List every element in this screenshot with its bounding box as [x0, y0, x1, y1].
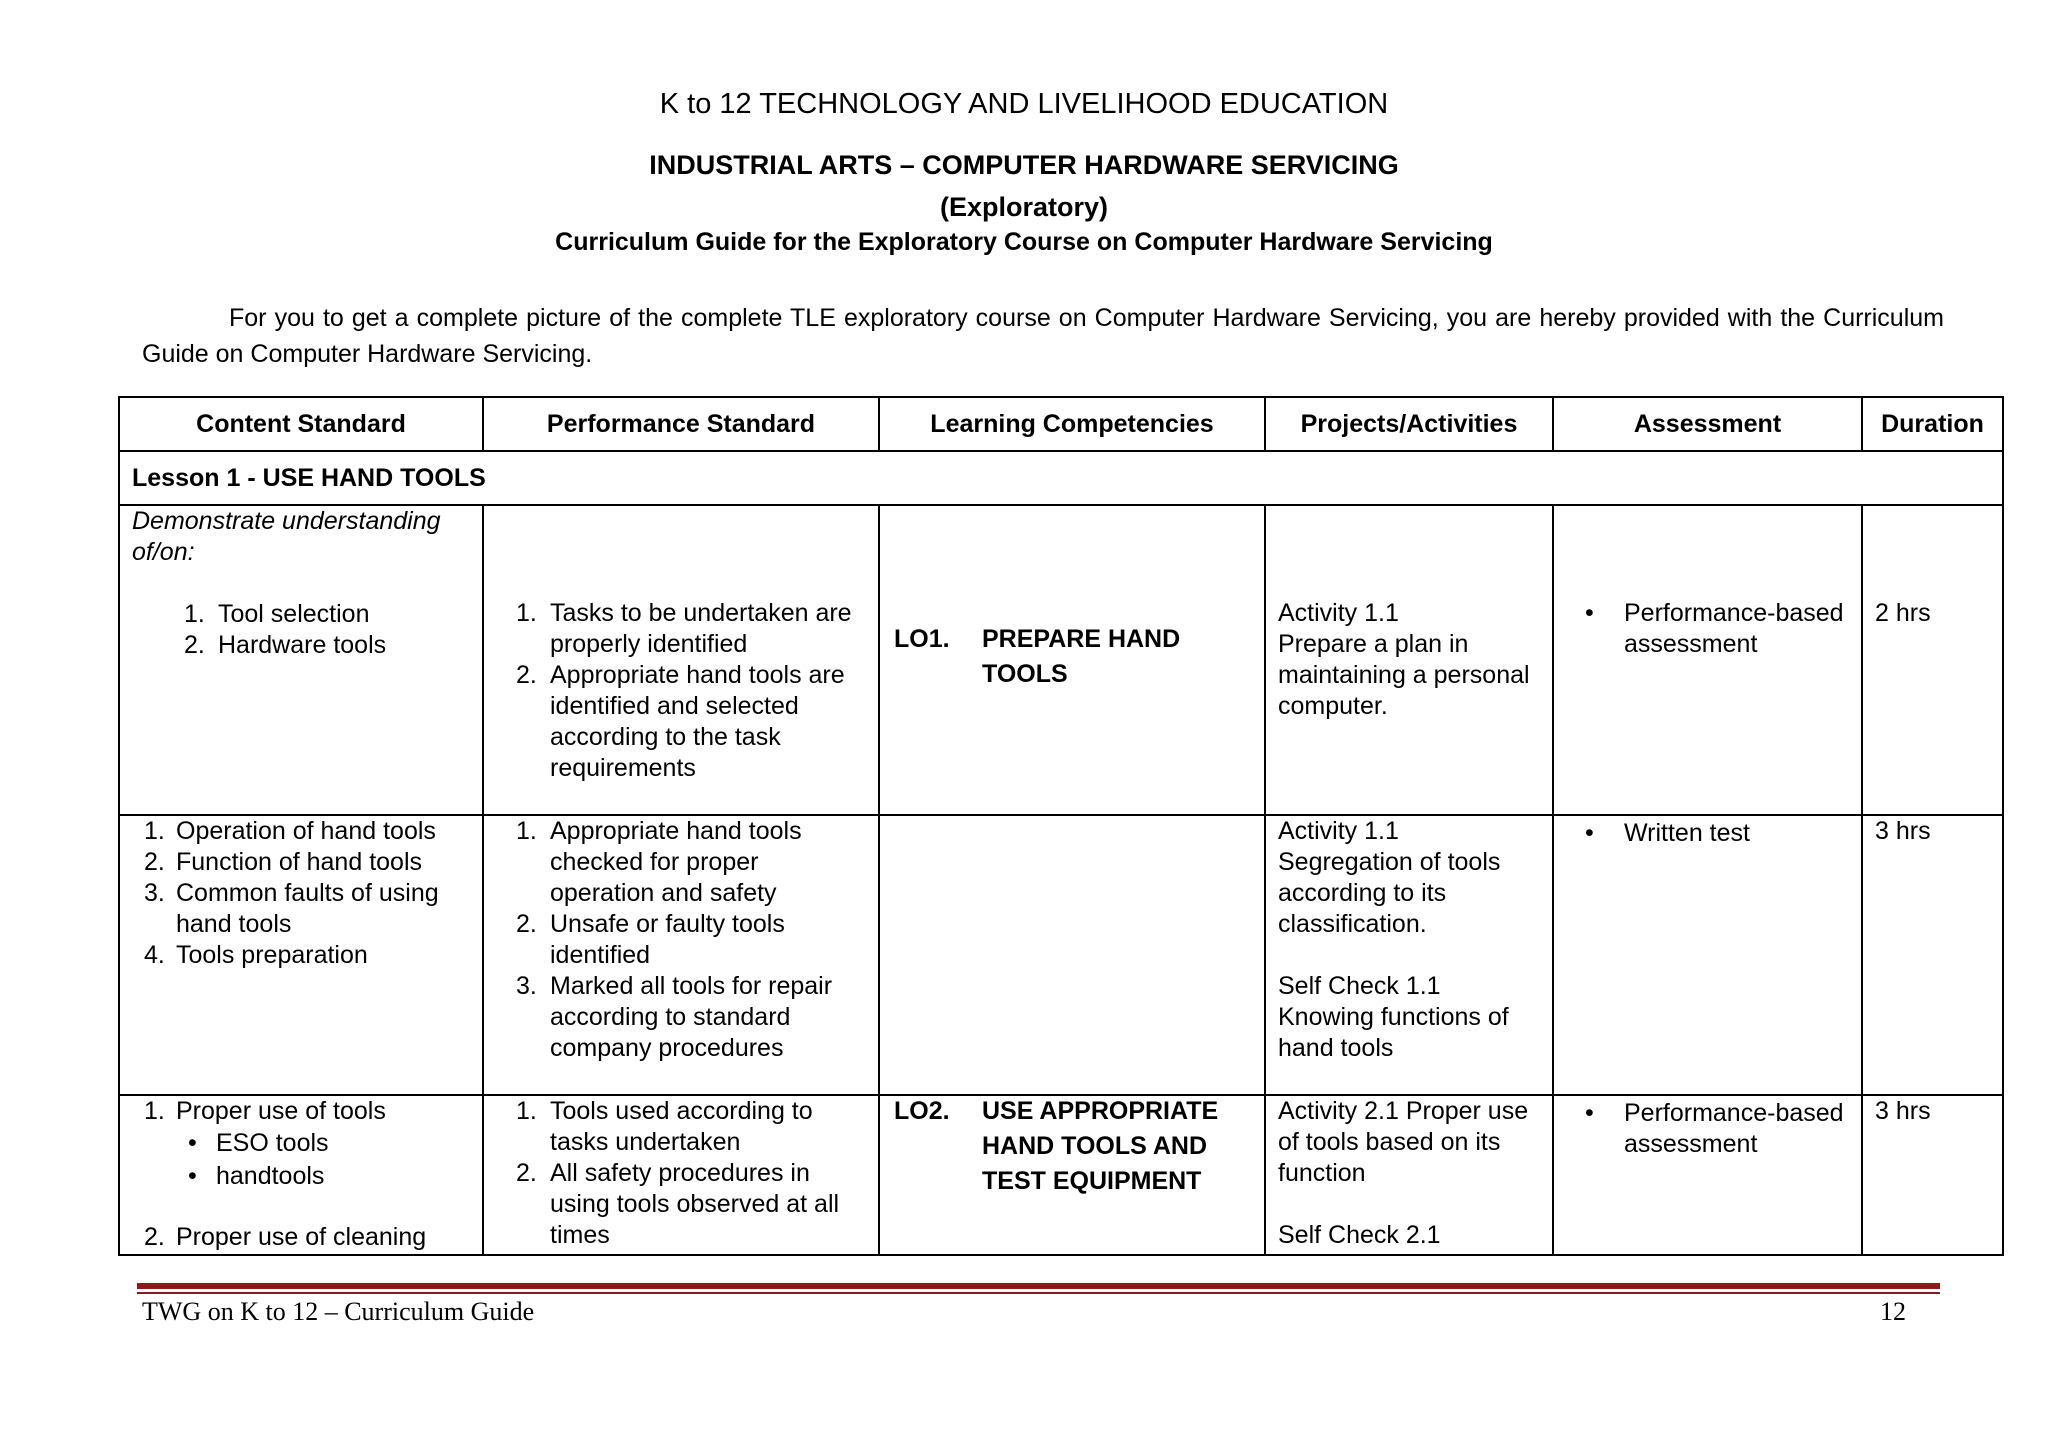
- col-header-learning-competencies: Learning Competencies: [879, 397, 1265, 451]
- activity-text: Segregation of tools according to its classification.: [1278, 848, 1501, 938]
- header-title: K to 12 TECHNOLOGY AND LIVELIHOOD EDUCATION: [659, 88, 1389, 120]
- page-number: 12: [1880, 1297, 1906, 1326]
- content-standard-cell: [119, 815, 483, 1095]
- course-title: INDUSTRIAL ARTS – COMPUTER HARDWARE SERVICING: [649, 150, 1399, 180]
- content-intro: Demonstrate understanding of/on:: [132, 507, 441, 566]
- assessment-list: [1560, 598, 1855, 660]
- table-row: [119, 505, 2003, 815]
- list-item: 1. Appropriate hand tools checked for proper operation and safety: [516, 817, 802, 907]
- lesson-row: [119, 451, 2003, 505]
- intro-paragraph: [142, 300, 1944, 372]
- learning-competency-cell: [879, 815, 1265, 1095]
- content-list: [120, 816, 470, 971]
- self-check-title: Self Check 1.1: [1278, 972, 1441, 1000]
- learning-competency-cell: [879, 505, 1265, 815]
- list-item: 1. Proper use of tools • ESO tools • handtools: [136, 1096, 470, 1222]
- list-item: 1. Operation of hand tools: [144, 817, 436, 845]
- lo-text: USE APPROPRIATE HAND TOOLS AND TEST EQUIPMENT: [982, 1097, 1219, 1195]
- list-item: • Performance-based assessment: [1585, 599, 1844, 658]
- activity-title: Activity 1.1: [1278, 817, 1399, 845]
- duration-value: 3 hrs: [1875, 1097, 1931, 1125]
- duration-cell: [1862, 505, 2003, 815]
- col-header-content-standard: Content Standard: [119, 397, 483, 451]
- footer-rule-thin: [137, 1292, 1940, 1294]
- guide-title: Curriculum Guide for the Exploratory Course on Computer Hardware Servicing: [555, 228, 1493, 256]
- content-standard-cell: [119, 505, 483, 815]
- assessment-cell: [1553, 815, 1862, 1095]
- performance-standard-cell: [483, 1095, 879, 1255]
- content-standard-cell: [119, 1095, 483, 1255]
- learning-outcome: [894, 624, 1252, 692]
- list-item: 3. Marked all tools for repair according to standard company procedures: [516, 972, 833, 1062]
- duration-value: 3 hrs: [1875, 817, 1931, 845]
- learning-outcome: [894, 1096, 1252, 1199]
- activities-cell: [1265, 815, 1553, 1095]
- activities-cell: [1265, 505, 1553, 815]
- col-header-duration: Duration: [1862, 397, 2003, 451]
- list-item: • Performance-based assessment: [1585, 1099, 1844, 1158]
- list-item: 2. Function of hand tools: [144, 848, 422, 876]
- self-check-title: Self Check 2.1: [1278, 1221, 1441, 1249]
- list-item: 1. Tool selection: [184, 600, 370, 628]
- list-item: • ESO tools: [188, 1129, 329, 1157]
- col-header-assessment: Assessment: [1553, 397, 1862, 451]
- list-item: 2. Appropriate hand tools are identified and selected according to the task requirements: [516, 661, 845, 782]
- col-header-projects-activities: Projects/Activities: [1265, 397, 1553, 451]
- duration-value: 2 hrs: [1875, 599, 1931, 627]
- course-subtitle: (Exploratory): [939, 192, 1109, 222]
- assessment-list: [1560, 1098, 1855, 1160]
- learning-competency-cell: [879, 1095, 1265, 1255]
- duration-cell: [1862, 815, 2003, 1095]
- activity-title: Activity 1.1: [1278, 599, 1399, 627]
- content-list: [132, 599, 470, 661]
- list-item: 2. Hardware tools: [184, 631, 387, 659]
- lo-code: LO2.: [894, 1097, 950, 1125]
- list-item: 2. Proper use of cleaning: [144, 1223, 427, 1251]
- list-item: 1. Tasks to be undertaken are properly identified: [516, 599, 852, 658]
- self-check-text: Knowing functions of hand tools: [1278, 1003, 1509, 1062]
- intro-text: For you to get a complete picture of the complete TLE exploratory course on Computer Hardware Servicing, you are hereby provided with the Curriculum Guide on Computer Hardware Servicing.: [142, 304, 1944, 368]
- list-item: 1. Tools used according to tasks undertaken: [516, 1097, 813, 1156]
- content-sublist: [176, 1127, 470, 1193]
- table-header-row: [119, 397, 2003, 451]
- performance-list: [496, 816, 866, 1064]
- lo-code: LO1.: [894, 625, 950, 653]
- list-item: 3. Common faults of using hand tools: [144, 879, 439, 938]
- curriculum-table: [118, 396, 2004, 1256]
- duration-cell: [1862, 1095, 2003, 1255]
- assessment-list: [1560, 818, 1855, 849]
- lesson-title: Lesson 1 - USE HAND TOOLS: [119, 451, 2003, 505]
- table-row: [119, 1095, 2003, 1255]
- content-list: [120, 1096, 470, 1253]
- performance-list: [496, 1096, 866, 1251]
- activity-text: Prepare a plan in maintaining a personal computer.: [1278, 630, 1530, 720]
- list-item: 2. All safety procedures in using tools observed at all times: [516, 1159, 840, 1249]
- assessment-cell: [1553, 505, 1862, 815]
- footer-rule: [137, 1283, 1940, 1289]
- table-row: [119, 815, 2003, 1095]
- activities-cell: [1265, 1095, 1553, 1255]
- list-item: • handtools: [188, 1162, 325, 1190]
- performance-list: [496, 598, 866, 784]
- performance-standard-cell: [483, 505, 879, 815]
- performance-standard-cell: [483, 815, 879, 1095]
- footer-text: TWG on K to 12 – Curriculum Guide: [142, 1297, 535, 1326]
- list-item: 4. Tools preparation: [144, 941, 368, 969]
- assessment-cell: [1553, 1095, 1862, 1255]
- lo-text: PREPARE HAND TOOLS: [982, 625, 1181, 688]
- list-item: • Written test: [1585, 819, 1750, 847]
- list-item: 2. Unsafe or faulty tools identified: [516, 910, 785, 969]
- activity-text: Activity 2.1 Proper use of tools based on its function: [1278, 1097, 1529, 1187]
- col-header-performance-standard: Performance Standard: [483, 397, 879, 451]
